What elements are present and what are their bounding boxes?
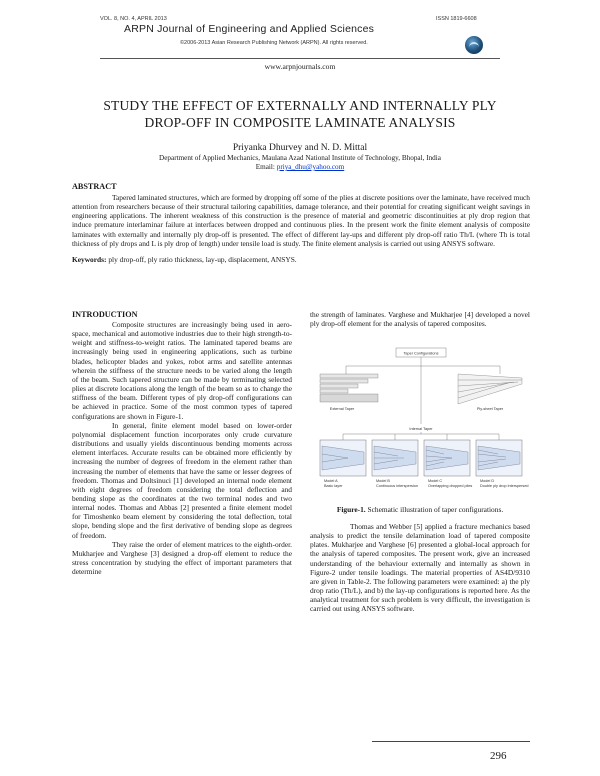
volume-info: VOL. 8, NO. 4, APRIL 2013 (100, 16, 167, 22)
model-d-desc: Double ply drop interspersed (480, 484, 529, 488)
authors: Priyanka Dhurvey and N. D. Mittal (232, 143, 368, 153)
header-rule (100, 58, 500, 59)
introduction-heading: INTRODUCTION (72, 310, 138, 319)
figure-top-label: Taper Configurations (403, 351, 439, 356)
right-paragraph-2: Thomas and Webber [5] applied a fracture mechanics based analysis to predict the tensile delamination load of tapered composite plates. Mukharjee and Varghese [6] presented a global-local approach for the analysis of tapered composites. The present work, give an increased understanding of the behaviour externally and internally as shown in Figure-2 under tensile loadings. The material properties of AS4D/9310 are given in Table-2. The following parameters were examined: a) the ply drop ratio (Th/L), and b) the lay-up configurations is reported here. As the analytical treatment for such problem is very difficult, the investigation is carried out using ANSYS software. (310, 522, 530, 614)
model-b-name: Model B (376, 479, 390, 483)
abstract-text: Tapered laminated structures, which are formed by dropping off some of the plies at discrete positions over the laminate, have received much attention from researchers because of their structural tailoring capabilities, damage tolerance, and their potential for creating significant weight savings in engineering applications. The inherent weakness of this construction is the presence of material and geometric discontinuities at ply drop region that induce premature interlaminar failure at interfaces between dropped and continuous plies. In the present work the finite element analysis of composite laminates with externally and internally ply drop-off is presented. The effect of different lay-ups and different ply drop-off ratio Th/L (where Th is total thickness of ply drops and L is ply drop of length) under tensile load is study. The finite element analysis is carried out using ANSYS software. (72, 193, 530, 248)
model-b-desc: Continuous interspersion (376, 484, 419, 488)
model-b-graphic (372, 440, 418, 476)
footer-rule (372, 741, 530, 742)
model-a-name: Model A (324, 479, 338, 483)
intro-paragraph-3: They raise the order of element matrices to the eighth-order. Mukharjee and Varghese [3] designed a drop-off element to reduce the stress concentration by studying the effect of important parameters that determine (72, 539, 292, 577)
abstract-section (72, 182, 530, 264)
ply-sheet-taper-graphic (458, 374, 522, 404)
affiliation: Department of Applied Mechanics, Maulana Azad National Institute of Technology, Bhopal, India (159, 154, 441, 162)
right-column (310, 310, 530, 328)
model-c-desc: Overlapping dropped plies (428, 484, 473, 488)
abstract-heading: ABSTRACT (72, 182, 117, 191)
model-d-graphic (476, 440, 522, 476)
model-d-name: Model D (480, 479, 495, 483)
email-link[interactable]: priya_dhu@yahoo.com (276, 163, 345, 171)
page-number: 296 (490, 750, 507, 762)
website[interactable]: www.arpnjournals.com (264, 62, 336, 71)
introduction-section (72, 310, 292, 576)
model-a-desc: Basic layer (324, 484, 343, 488)
intro-paragraph-1: Composite structures are increasingly being used in aero-space, mechanical and automotive industries due to their high strength-to-weight and stiffness-to-weight ratios. The laminated tapered beams are increasingly being used in engineering applications, such as turbine blades, helicopter blades and yokes, robot arms and satellite antennas wherein the stiffness of the structure needs to be varied along the length of the beam. Such tapered structure can be made by terminating selected plies at discrete locations along the length of the beam so as to change the stiffness of the beam. Different types of ply drop-off configurations can be achieved in practice. Some of the most common types of tapered configurations are shown in Figure-1. (72, 320, 292, 421)
taper-configurations-figure (318, 346, 529, 500)
ply-sheet-taper-label: Ply-sheet Taper (476, 407, 504, 411)
intro-paragraph-2: In general, finite element model based on lower-order polynomial displacement function incorporates only crude curvature distributions and usually yields discontinuous bending moments across element interfaces. Accurate results can be obtained more efficiently by increasing the number of degrees of freedom in the element rather than increasing the number of elements that have the same or lesser degrees of freedom. Thomas and Doltsinuci [1] developed an internal node element with eight degrees of freedom considering the total deflection and bending slope as the coordinates at the two terminal nodes and two internal nodes. Thomas and Abbas [2] presented a finite element model for Timoshenko beam element by considering the total deflection, total slope, bending slope and the first derivative of bending slope as degrees of freedom. (72, 420, 292, 540)
copyright: ©2006-2013 Asian Research Publishing Network (ARPN). All rights reserved. (180, 40, 368, 46)
internal-taper-label: Internal Taper (409, 427, 433, 431)
external-taper-label: External Taper (329, 407, 355, 411)
model-c-graphic (424, 440, 470, 476)
figure-caption: Figure-1. Schematic illustration of taper configurations. (336, 505, 504, 514)
arpn-logo-icon (465, 36, 483, 54)
keywords: Keywords: ply drop-off, ply ratio thickness, lay-up, displacement, ANSYS. (72, 254, 297, 264)
external-taper-graphic (320, 374, 378, 402)
journal-name: ARPN Journal of Engineering and Applied Sciences (124, 23, 375, 35)
model-a-graphic (320, 440, 366, 476)
right-paragraph-1: the strength of laminates. Varghese and Mukharjee [4] developed a novel ply drop-off element for the analysis of tapered composites. (310, 310, 530, 329)
model-c-name: Model C (428, 479, 443, 483)
right-column-lower (310, 522, 530, 614)
email-line: Email: priya_dhu@yahoo.com (255, 163, 345, 171)
page-title: STUDY THE EFFECT OF EXTERNALLY AND INTERNALLY PLY DROP-OFF IN COMPOSITE LAMINATE ANALYSIS (103, 98, 497, 130)
issn: ISSN 1819-6608 (436, 16, 477, 22)
